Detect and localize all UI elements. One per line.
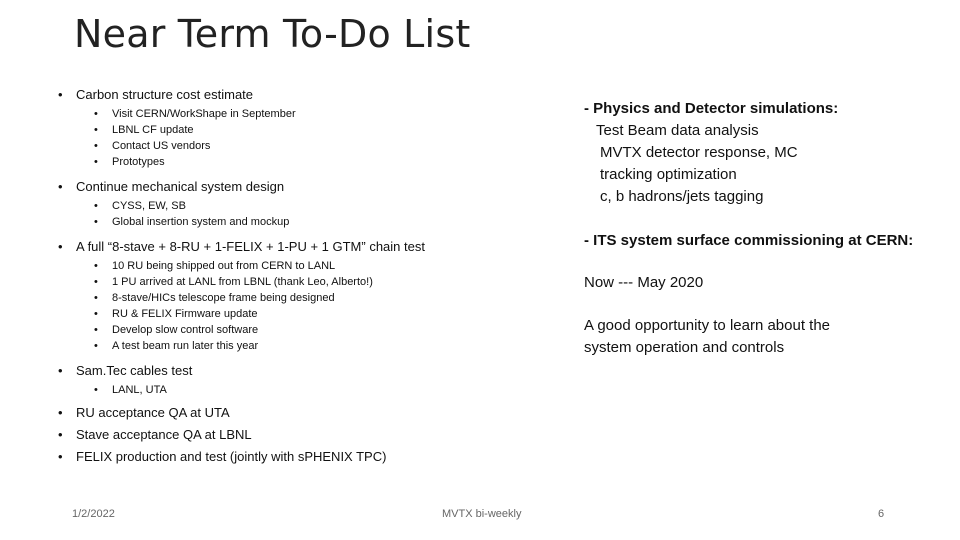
todo-subitems [58,106,528,170]
opportunity-line: system operation and controls [584,339,785,356]
footer-title: MVTX bi-weekly [442,508,522,520]
todo-subitem: • RU & FELIX Firmware update [58,306,528,322]
todo-item: • RU acceptance QA at UTA [58,404,528,422]
todo-subitem: • 10 RU being shipped out from CERN to LANL [58,258,528,274]
todo-subitem: • Contact US vendors [58,138,528,154]
todo-subitem: • Visit CERN/WorkShape in September [58,106,528,122]
todo-subitem: • 1 PU arrived at LANL from LBNL (thank Leo, Alberto!) [58,274,528,290]
todo-subitem: • CYSS, EW, SB [58,198,528,214]
simulation-heading: - Physics and Detector simulations: [584,100,839,117]
simulation-line: Test Beam data analysis [596,122,759,139]
slide-title: Near Term To-Do List [74,12,471,56]
todo-subitem: • 8-stave/HICs telescope frame being designed [58,290,528,306]
todo-item: • A full “8-stave + 8-RU + 1-FELIX + 1-PU + 1 GTM” chain test [58,238,528,256]
opportunity-line: A good opportunity to learn about the [584,317,831,334]
todo-item: • FELIX production and test (jointly with sPHENIX TPC) [58,448,528,466]
simulation-line: tracking optimization [600,166,737,183]
slide-number: 6 [878,508,885,520]
todo-subitems [58,258,528,354]
its-heading: - ITS system surface commissioning at CERN: [584,232,914,249]
todo-subitem: • Prototypes [58,154,528,170]
todo-subitem: • LANL, UTA [58,382,528,398]
todo-item: • Carbon structure cost estimate [58,86,528,104]
todo-subitems [58,198,528,230]
todo-item: • Sam.Tec cables test [58,362,528,380]
simulation-line: MVTX detector response, MC [600,144,798,161]
todo-item: • Stave acceptance QA at LBNL [58,426,528,444]
todo-list [58,82,528,466]
todo-item: • Continue mechanical system design [58,178,528,196]
todo-subitem: • LBNL CF update [58,122,528,138]
timeline-text: Now --- May 2020 [584,274,704,291]
footer-date: 1/2/2022 [72,508,115,520]
todo-subitem: • Global insertion system and mockup [58,214,528,230]
todo-subitem: • Develop slow control software [58,322,528,338]
todo-subitems [58,382,528,398]
todo-subitem: • A test beam run later this year [58,338,528,354]
plans-column [584,98,944,359]
simulation-line: c, b hadrons/jets tagging [600,188,764,205]
